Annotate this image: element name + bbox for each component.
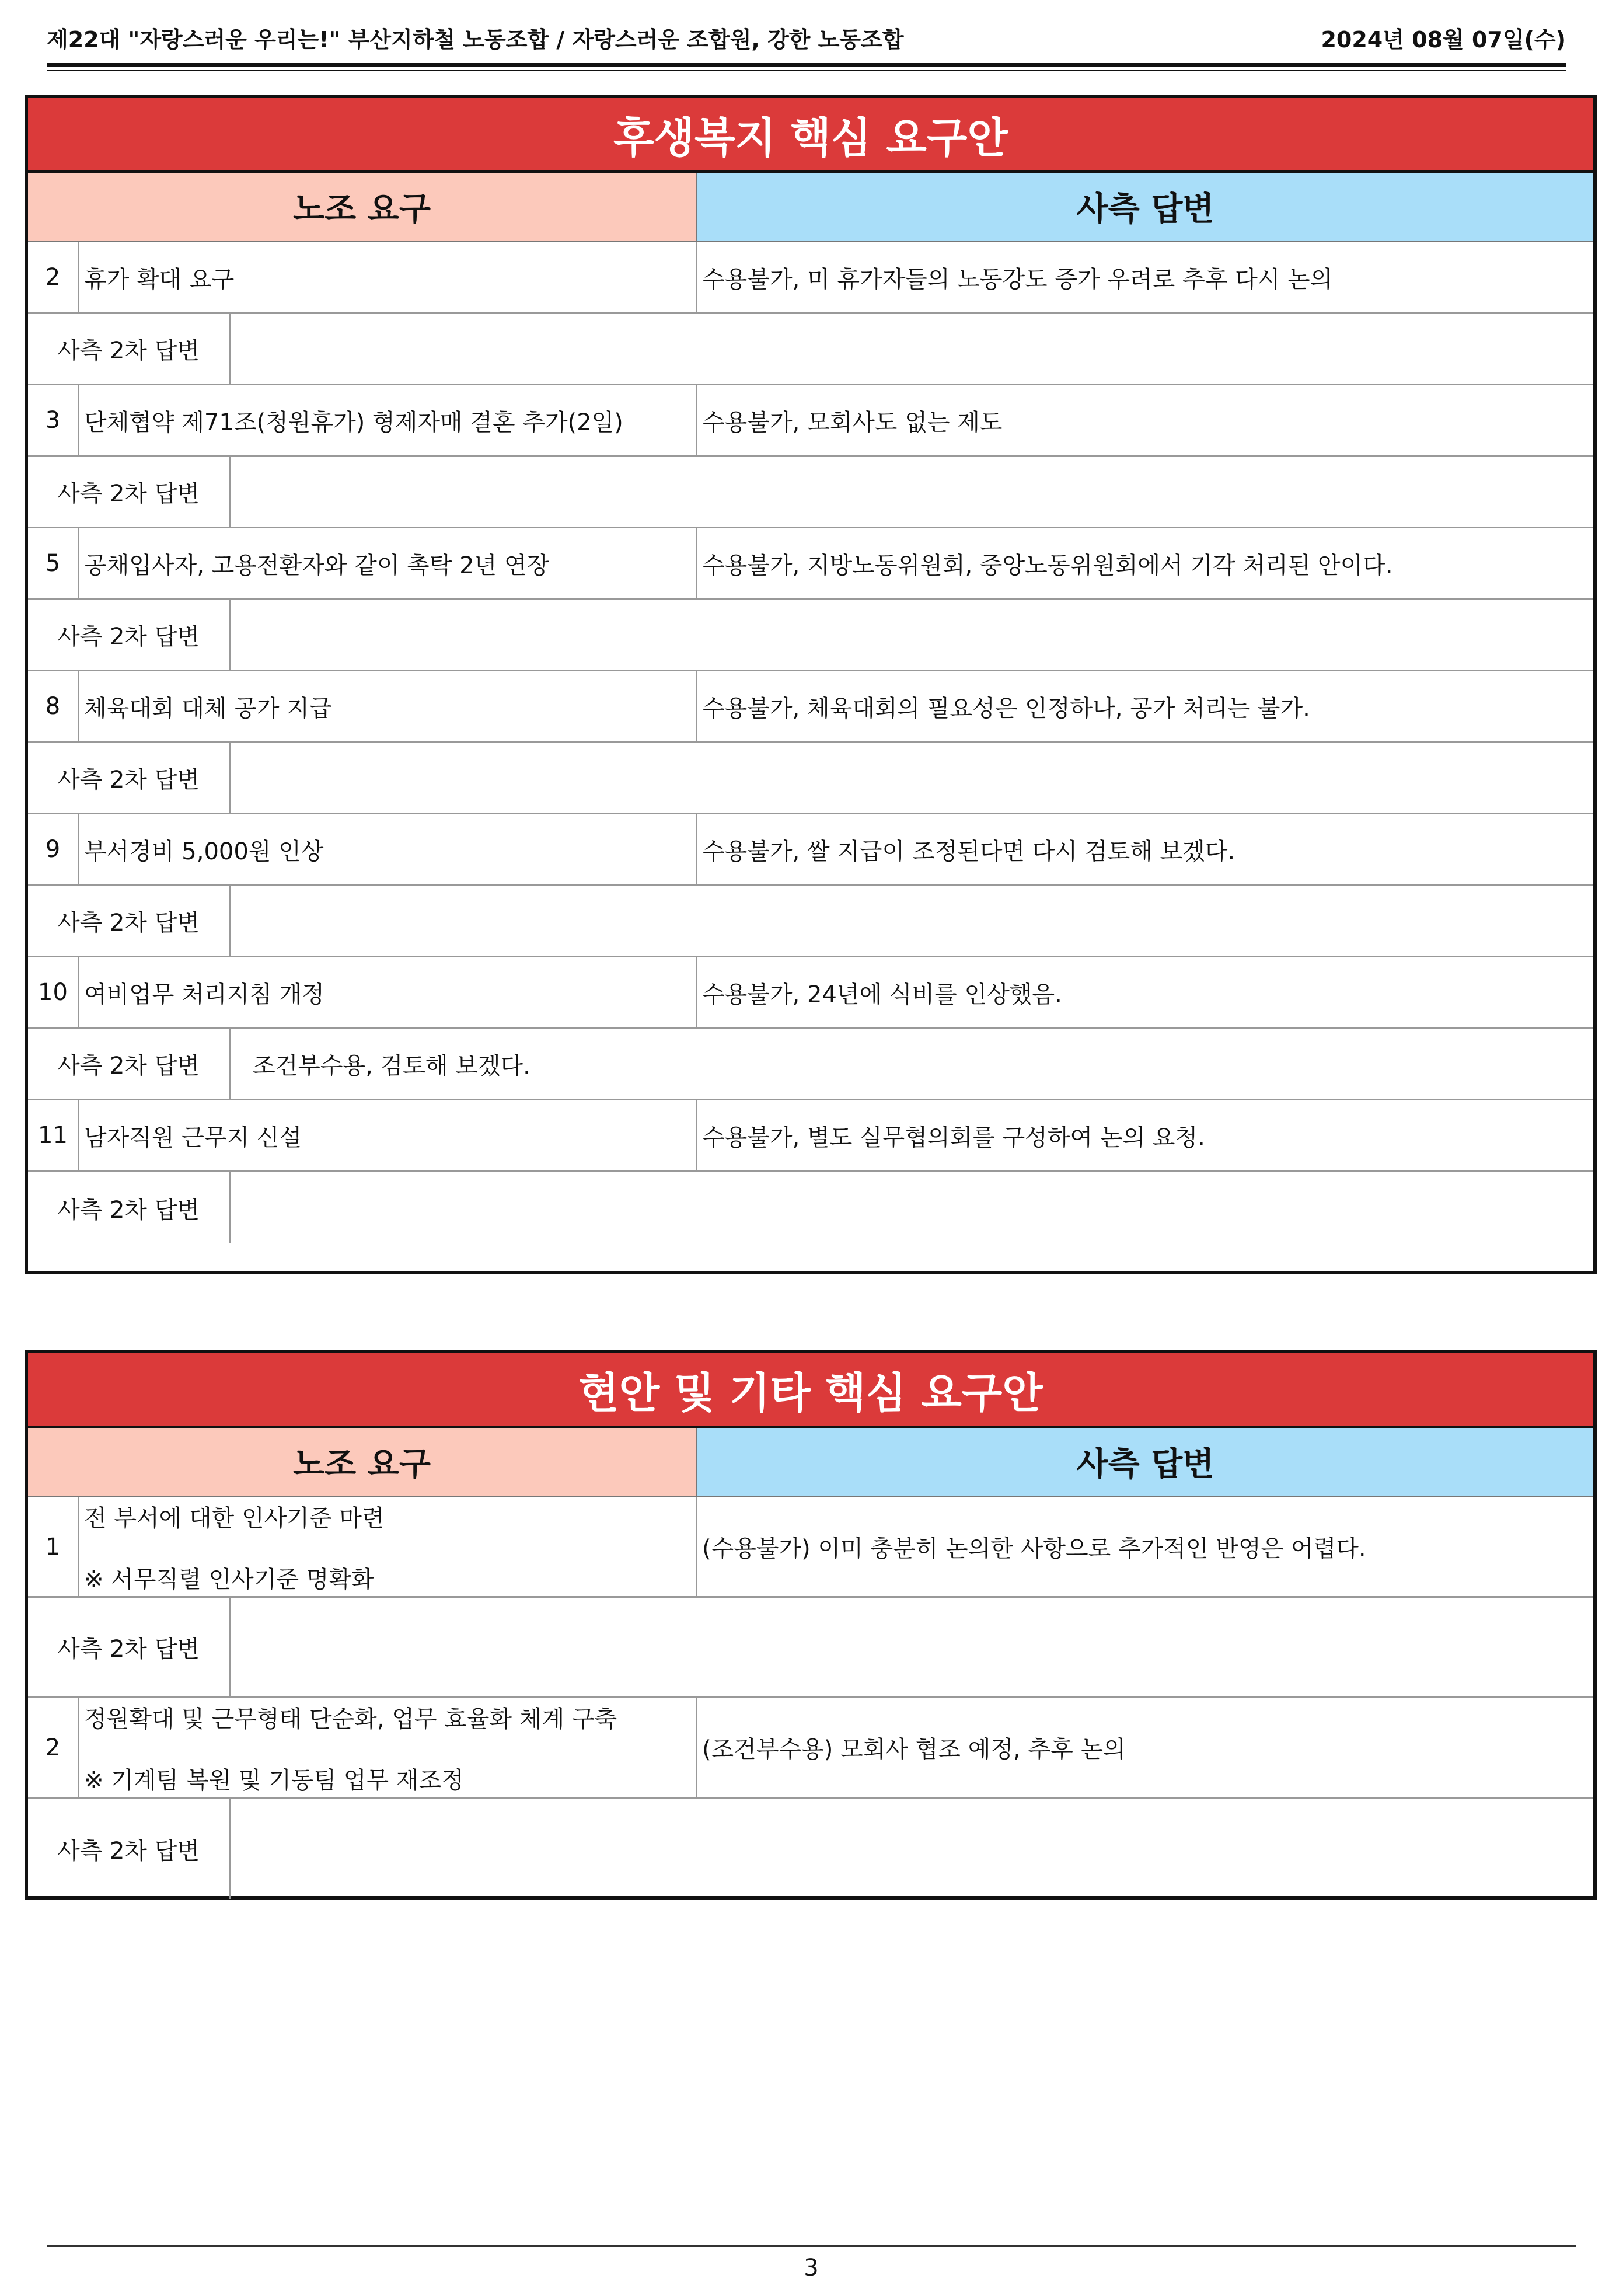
second-reply-label: 사측 2차 답변 [28,743,231,813]
second-reply-row [28,1598,1593,1698]
company-answer: 수용불가, 쌀 지급이 조정된다면 다시 검토해 보겠다. [702,838,1235,865]
second-reply-row [28,1172,1593,1243]
second-reply-label: 사측 2차 답변 [28,1029,231,1099]
company-answer: 수용불가, 체육대회의 필요성은 인정하나, 공가 처리는 불가. [702,695,1310,722]
table-row [28,1497,1593,1598]
table-row [28,814,1593,886]
table-row [28,385,1593,457]
second-reply-text: 조건부수용, 검토해 보겠다. [253,1053,530,1079]
table-row [28,957,1593,1029]
demand-note: ※ 서무직렬 인사기준 명확화 [84,1566,374,1593]
column-headers [28,173,1593,242]
second-reply-row [28,1799,1593,1899]
item-number: 9 [28,814,79,884]
second-reply-text [231,886,1593,956]
company-answer-header: 사측 답변 [697,1428,1593,1496]
table-row [28,242,1593,314]
item-number: 2 [28,242,79,312]
second-reply-label: 사측 2차 답변 [28,1172,231,1243]
item-number: 5 [28,528,79,598]
demand-note: ※ 기계팀 복원 및 기동팀 업무 재조정 [84,1767,464,1794]
second-reply-row [28,457,1593,528]
company-answer-header: 사측 답변 [697,173,1593,241]
second-reply-label: 사측 2차 답변 [28,314,231,384]
item-number: 10 [28,957,79,1027]
second-reply-row [28,743,1593,814]
page-header [47,16,1566,58]
company-answer: 수용불가, 모회사도 없는 제도 [702,409,1003,436]
union-demand: 체육대회 대체 공가 지급 [79,671,697,741]
union-demand: 정원확대 및 근무형태 단순화, 업무 효율화 체계 구축 ※ 기계팀 복원 및 기동팀 업무 재조정 [79,1698,697,1797]
item-number: 1 [28,1497,79,1596]
second-reply-label: 사측 2차 답변 [28,600,231,670]
table-row [28,1698,1593,1799]
footer-rule [47,2245,1576,2247]
second-reply-row [28,314,1593,385]
union-demand: 남자직원 근무지 신설 [79,1100,697,1170]
company-answer: 수용불가, 24년에 식비를 인상했음. [702,981,1062,1008]
item-number: 11 [28,1100,79,1170]
table-row [28,671,1593,743]
second-reply-text [231,743,1593,813]
second-reply-text [231,600,1593,670]
section-title: 현안 및 기타 핵심 요구안 [28,1353,1593,1428]
header-rule [47,63,1566,67]
company-answer: 수용불가, 별도 실무협의회를 구성하여 논의 요청. [702,1124,1205,1151]
company-answer: (수용불가) 이미 충분히 논의한 사항으로 추가적인 반영은 어렵다. [702,1535,1366,1562]
page-number: 3 [804,2255,819,2281]
second-reply-label: 사측 2차 답변 [28,886,231,956]
union-demand: 공채입사자, 고용전환자와 같이 촉탁 2년 연장 [79,528,697,598]
company-answer: 수용불가, 지방노동위원회, 중앙노동위원회에서 기각 처리된 안이다. [702,552,1393,579]
item-number: 8 [28,671,79,741]
company-answer: (조건부수용) 모회사 협조 예정, 추후 논의 [702,1736,1126,1763]
union-demand: 여비업무 처리지침 개정 [79,957,697,1027]
second-reply-row [28,1029,1593,1100]
second-reply-label: 사측 2차 답변 [28,1799,231,1899]
second-reply-text [231,1172,1593,1243]
second-reply-row [28,600,1593,671]
union-demand: 단체협약 제71조(청원휴가) 형제자매 결혼 추가(2일) [79,385,697,455]
company-answer: 수용불가, 미 휴가자들의 노동강도 증가 우려로 추후 다시 논의 [702,266,1333,293]
header-rule-thin [47,70,1566,71]
other-demands-table [25,1350,1597,1900]
union-demand-header: 노조 요구 [28,1428,697,1496]
union-demand-header: 노조 요구 [28,173,697,241]
table-row [28,1100,1593,1172]
table-row [28,528,1593,600]
union-demand: 부서경비 5,000원 인상 [79,814,697,884]
section-title: 후생복지 핵심 요구안 [28,98,1593,173]
union-demand: 전 부서에 대한 인사기준 마련 ※ 서무직렬 인사기준 명확화 [79,1497,697,1596]
item-number: 2 [28,1698,79,1797]
header-date: 2024년 08월 07일(수) [1321,26,1566,53]
second-reply-text [231,1598,1593,1696]
second-reply-text [231,457,1593,527]
second-reply-label: 사측 2차 답변 [28,1598,231,1696]
second-reply-text [231,1799,1593,1899]
second-reply-text [231,314,1593,384]
item-number: 3 [28,385,79,455]
welfare-demands-table [25,95,1597,1274]
union-demand: 휴가 확대 요구 [79,242,697,312]
header-title: 제22대 "자랑스러운 우리는!" 부산지하철 노동조합 / 자랑스러운 조합원, 강한 노동조합 [47,26,904,53]
second-reply-row [28,886,1593,957]
second-reply-label: 사측 2차 답변 [28,457,231,527]
column-headers [28,1428,1593,1497]
